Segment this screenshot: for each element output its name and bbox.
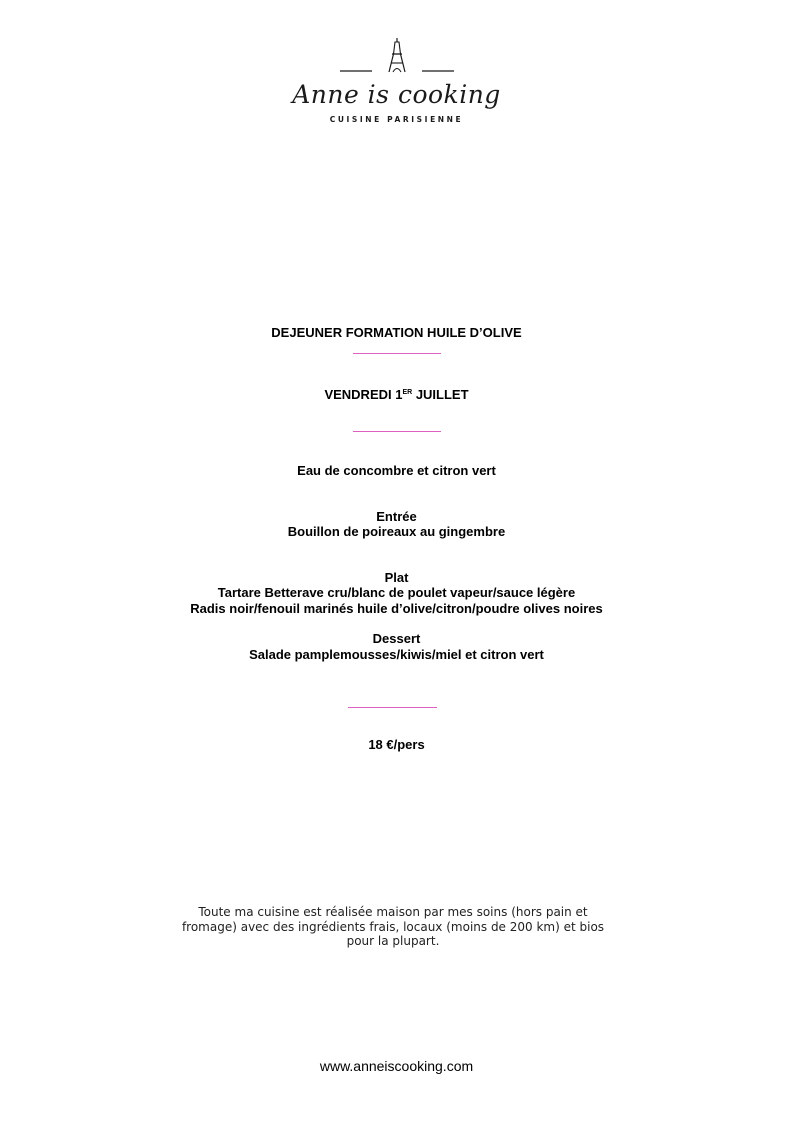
entree-item: Bouillon de poireaux au gingembre [287,524,506,539]
menu-title: DEJEUNER FORMATION HUILE D’OLIVE [271,325,522,340]
plat-item: Tartare Betterave cru/blanc de poulet vapeur/sauce légère [217,585,576,600]
website-link[interactable]: www.anneiscooking.com [319,1058,474,1074]
dessert-item: Salade pamplemousses/kiwis/miel et citron vert [249,647,544,662]
logo-name: Anne is cooking [292,80,501,109]
drink-item: Eau de concombre et citron vert [297,463,496,478]
price: 18 €/pers [368,737,425,752]
date-prefix: VENDREDI 1 [324,387,403,402]
plat-item: Radis noir/fenouil marinés huile d’olive/citron/poudre olives noires [190,601,603,616]
date-suffix: JUILLET [412,387,469,402]
divider [348,707,437,708]
dessert-heading: Dessert [372,631,421,646]
divider [353,353,441,354]
entree-heading: Entrée [376,509,417,524]
logo-tagline: CUISINE PARISIENNE [329,115,464,124]
menu-date [0,385,793,403]
logo [0,36,793,128]
footnote: Toute ma cuisine est réalisée maison par mes soins (hors pain et fromage) avec des ingrédients frais, locaux (moins de 200 km) et bios pour la plupart. [181,905,605,948]
date-ordinal: ER [402,389,413,396]
eiffel-tower-icon [317,36,477,76]
divider [353,431,441,432]
plat-heading: Plat [384,570,409,585]
